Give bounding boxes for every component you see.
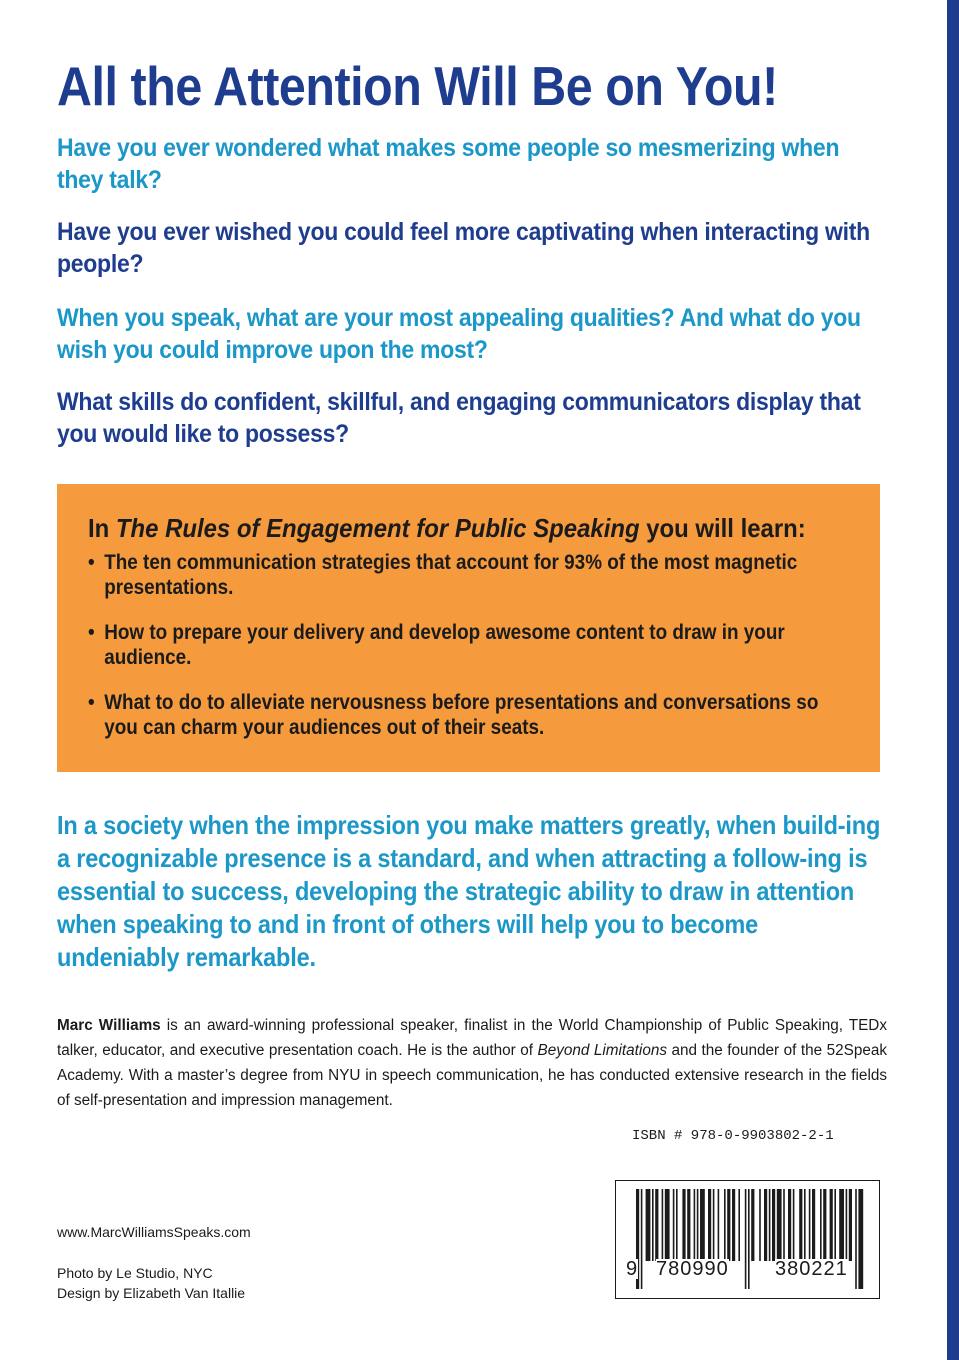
other-book-title: Beyond Limitations <box>537 1042 667 1059</box>
barcode-bar <box>804 1189 806 1261</box>
bullet-text: What to do to alleviate nervousness before presentations and conversations so you can charm your audiences out of their seats. <box>104 691 819 739</box>
barcode-bars <box>616 1181 879 1298</box>
barcode-left-digits: 780990 <box>656 1258 729 1280</box>
barcode-bar <box>849 1189 852 1261</box>
barcode-bar <box>799 1189 802 1261</box>
barcode-bar <box>694 1189 696 1261</box>
learn-bullet <box>88 690 835 740</box>
barcode-bar <box>823 1189 826 1261</box>
barcode-bar <box>830 1189 833 1261</box>
barcode-bar <box>769 1189 771 1261</box>
barcode-bar <box>751 1189 754 1261</box>
barcode-bar <box>646 1189 651 1261</box>
learn-bullets <box>88 550 918 760</box>
barcode-bar <box>812 1189 815 1261</box>
learn-bullet <box>88 620 835 670</box>
barcode-bar <box>748 1189 750 1289</box>
barcode-bar <box>673 1189 675 1261</box>
barcode-lead-digit: 9 <box>626 1258 639 1280</box>
barcode <box>615 1180 880 1299</box>
barcode-bar <box>732 1189 735 1261</box>
barcode-bar <box>708 1189 711 1261</box>
barcode-bar <box>745 1189 747 1289</box>
barcode-bar <box>697 1189 699 1261</box>
barcode-bar <box>727 1189 730 1261</box>
barcode-bar <box>839 1189 844 1261</box>
barcode-bar <box>759 1189 761 1261</box>
barcode-bar <box>846 1189 848 1261</box>
bullet-text: The ten communication strategies that account for 93% of the most magnetic presentations. <box>104 551 798 599</box>
headline: All the Attention Will Be on You! <box>57 55 778 117</box>
isbn-label: ISBN # 978-0-9903802-2-1 <box>632 1128 834 1144</box>
barcode-bar <box>858 1189 863 1289</box>
bio-text-1: is an award-winning professional speaker, finalist in the World Championship of Public Speaking, TEDx talker, educator, and executive presentation coach. He is the author of <box>57 1017 887 1059</box>
barcode-bar <box>665 1189 670 1261</box>
barcode-bar <box>682 1189 685 1261</box>
barcode-bar <box>772 1189 775 1261</box>
barcode-bar <box>788 1189 791 1261</box>
barcode-bar <box>676 1189 678 1261</box>
barcode-bar <box>820 1189 822 1261</box>
barcode-bar <box>718 1189 720 1261</box>
barcode-bar <box>793 1189 795 1261</box>
question-3: When you speak, what are your most appealing qualities? And what do you wish you could improve upon the most? <box>57 304 861 364</box>
barcode-bar <box>655 1189 658 1261</box>
website: www.MarcWilliamsSpeaks.com <box>57 1224 251 1240</box>
question-4: What skills do confident, skillful, and engaging communicators display that you would like to possess? <box>57 388 861 448</box>
barcode-bar <box>662 1189 664 1261</box>
barcode-right-digits: 380221 <box>775 1258 848 1280</box>
learn-box-title <box>88 512 806 544</box>
bio-text-2: and the founder of the 52Speak Academy. With a master’s degree from NYU in speech communication, he has conducted extensive research in the fields of self-presentation and impression management. <box>57 1042 888 1109</box>
barcode-bar <box>855 1189 857 1289</box>
barcode-bar <box>652 1189 654 1261</box>
bullet-dot-icon: • <box>88 551 95 574</box>
learn-box <box>57 484 880 772</box>
barcode-bar <box>641 1189 643 1289</box>
barcode-bar <box>738 1189 740 1261</box>
barcode-bar <box>783 1189 785 1261</box>
barcode-bar <box>687 1189 690 1261</box>
book-title: The Rules of Engagement for Public Speaking <box>115 513 640 543</box>
bullet-text: How to prepare your delivery and develop awesome content to draw in your audience. <box>104 621 785 669</box>
author-bio <box>57 1013 887 1113</box>
barcode-bar <box>834 1189 836 1261</box>
learn-bullet <box>88 550 835 600</box>
photo-credit: Photo by Le Studio, NYC <box>57 1265 213 1281</box>
learn-title-prefix: In <box>88 513 110 543</box>
barcode-bar <box>764 1189 767 1261</box>
barcode-bar <box>809 1189 811 1261</box>
question-1: Have you ever wondered what makes some people so mesmerizing when they talk? <box>57 134 840 194</box>
summary-paragraph: In a society when the impression you make matters greatly, when build-ing a recognizable presence is a standard, and when attracting a follow-ing is essential to success, developing the strategic ability to draw in attention when speaking to and in front of others will help you to become undeniably remarkable. <box>57 810 881 972</box>
barcode-bar <box>700 1189 705 1261</box>
bullet-dot-icon: • <box>88 691 95 714</box>
question-2: Have you ever wished you could feel more captivating when interacting with people? <box>57 218 870 278</box>
barcode-bar <box>713 1189 715 1261</box>
barcode-bar <box>777 1189 782 1261</box>
learn-title-suffix: you will learn: <box>646 513 806 543</box>
barcode-bar <box>724 1189 726 1261</box>
design-credit: Design by Elizabeth Van Itallie <box>57 1285 246 1301</box>
author-name: Marc Williams <box>57 1017 161 1034</box>
bullet-dot-icon: • <box>88 621 95 644</box>
spine-edge <box>947 0 959 1360</box>
